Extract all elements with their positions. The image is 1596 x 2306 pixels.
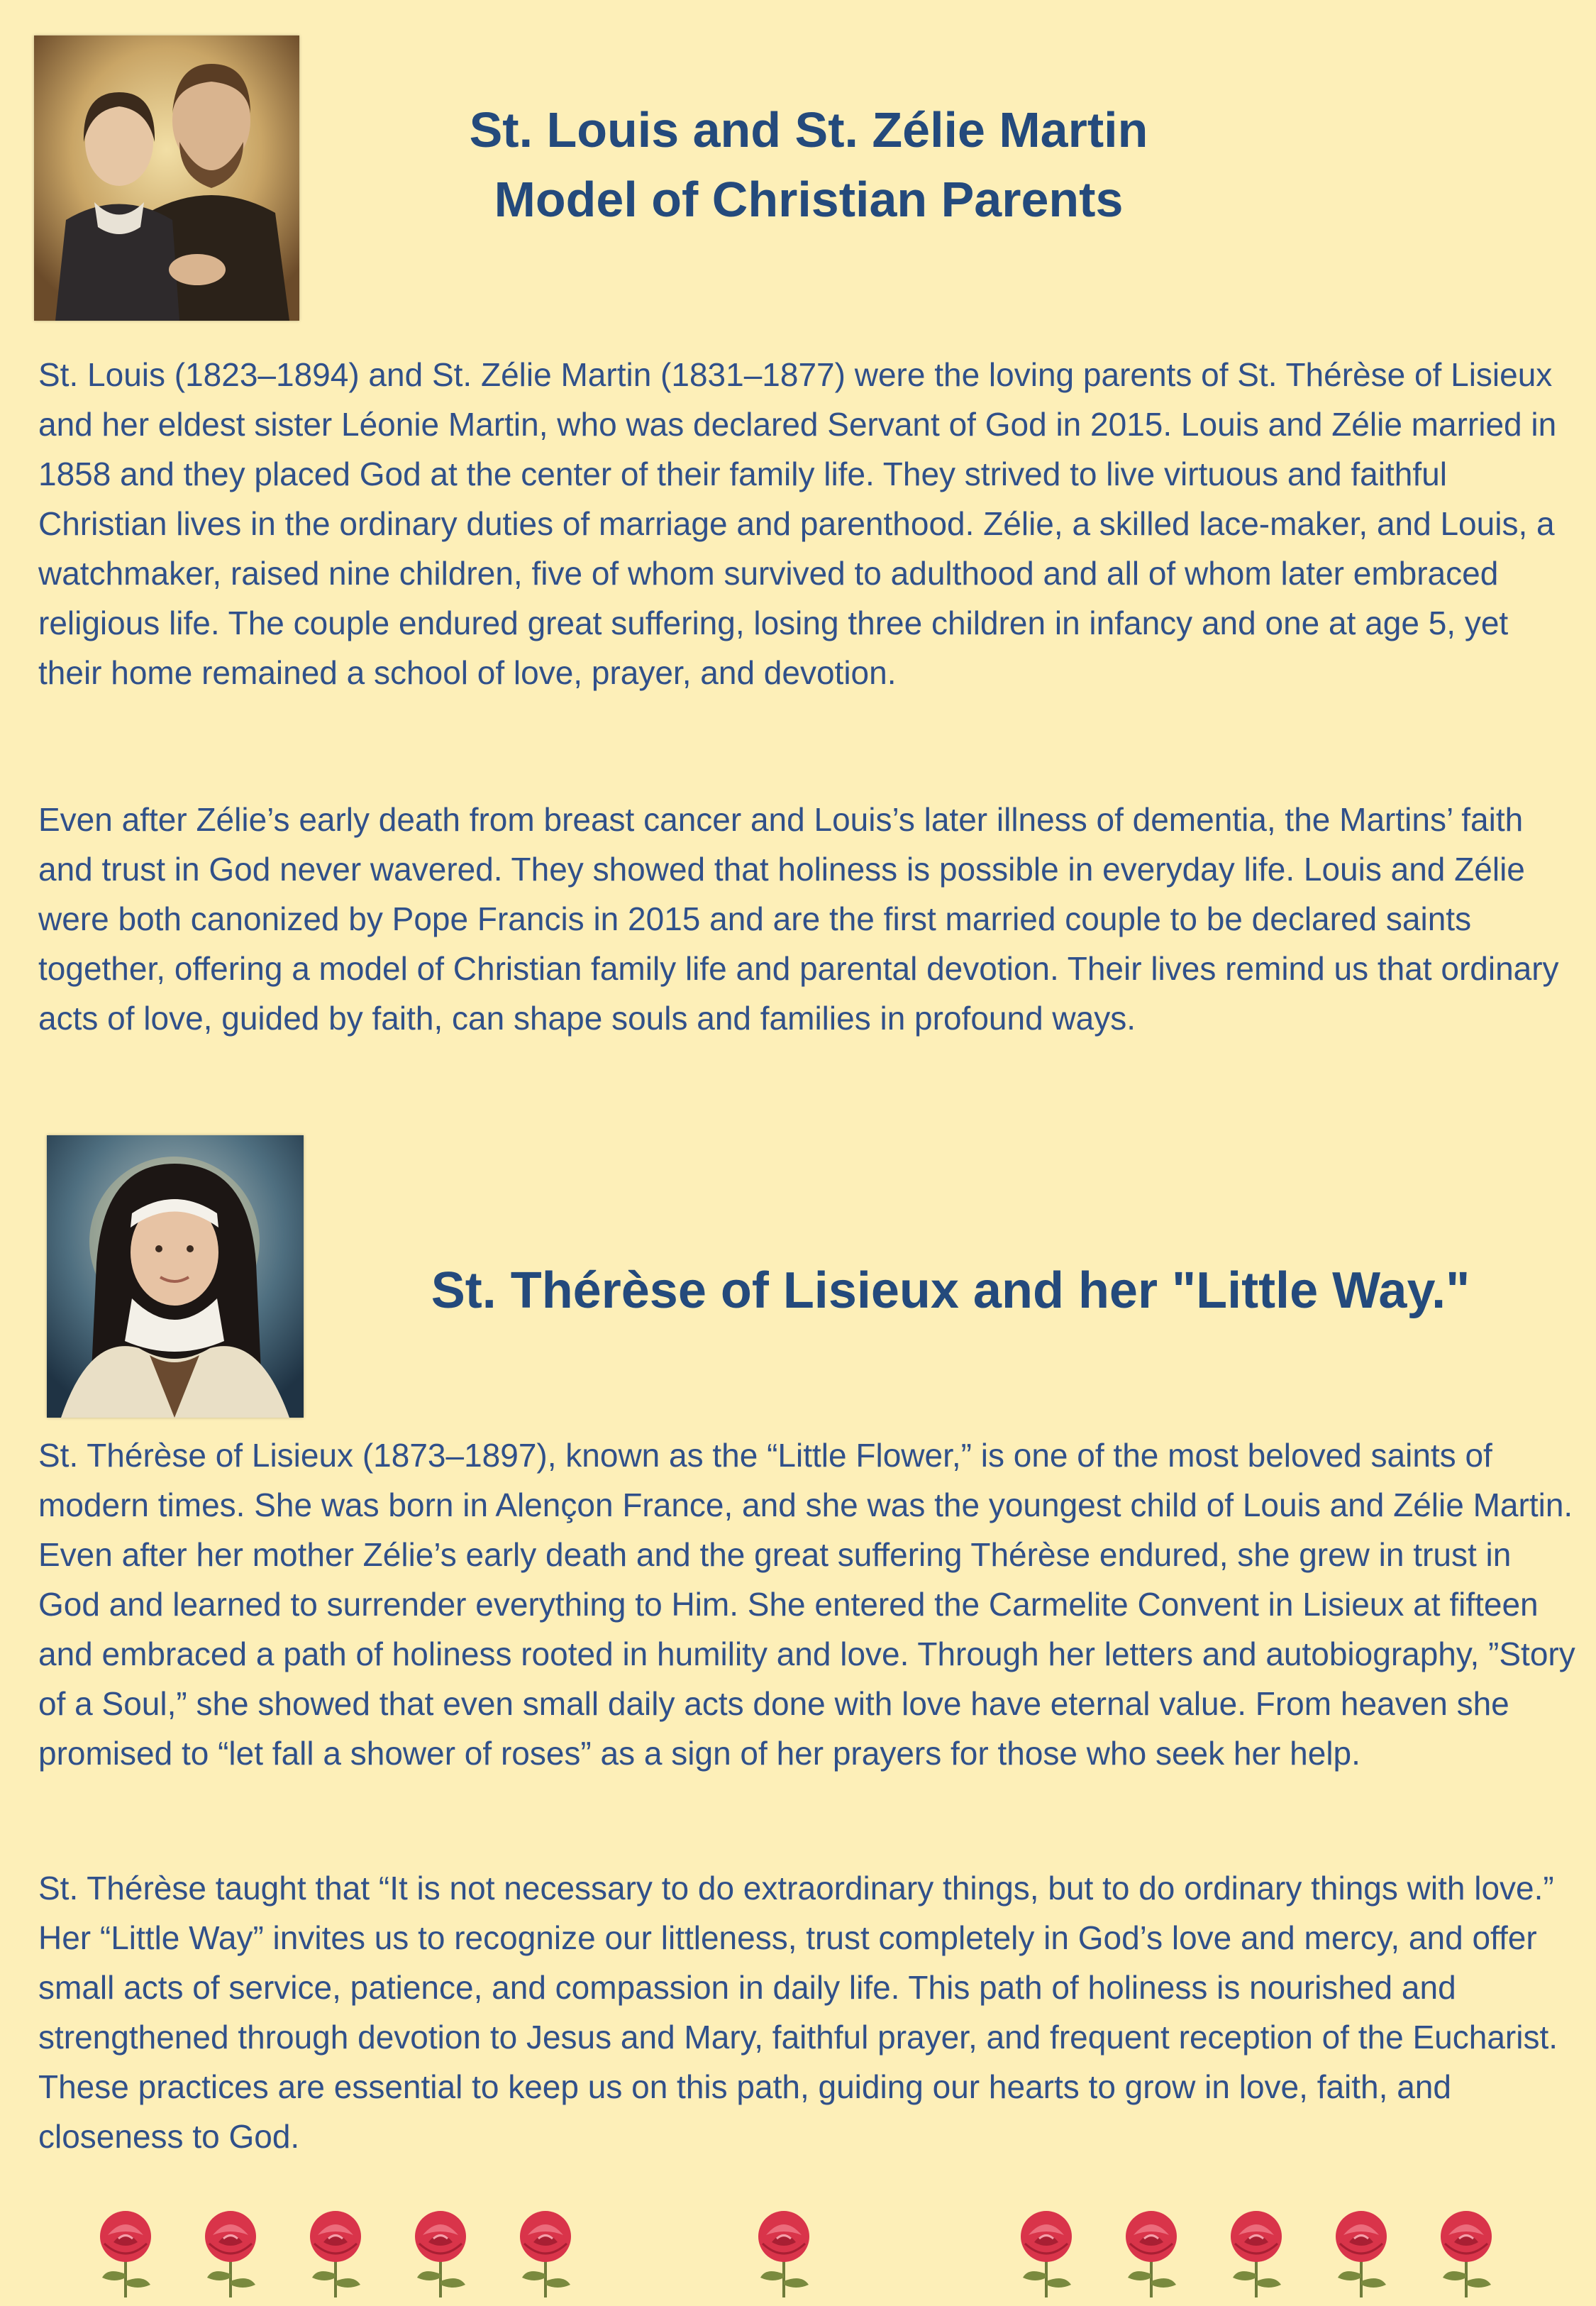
- rose-icon: [1427, 2207, 1505, 2299]
- rose-icon: [506, 2207, 584, 2299]
- rose-icon: [192, 2207, 270, 2299]
- paragraph-therese-2: St. Thérèse taught that “It is not necessary to do extraordinary things, but to do ordinary things with love.” Her “Little Way” invites us to recognize our littleness, trust completely in God’s love and mercy, and offer small acts of service, patience, and compassion in daily life. This path of holiness is nourished and strengthened through devotion to Jesus and Mary, faithful prayer, and frequent reception of the Eucharist. These practices are essential to keep us on this path, guiding our hearts to grow in love, faith, and closeness to God.: [38, 1870, 1558, 2155]
- rose-icon: [1112, 2207, 1190, 2299]
- therese-portrait-image: [47, 1135, 304, 1418]
- title-line-2: Model of Christian Parents: [494, 172, 1124, 227]
- paragraph-therese-1: St. Thérèse of Lisieux (1873–1897), known as the “Little Flower,” is one of the most beloved saints of modern times. She was born in Alençon France, and she was the youngest child of Louis and Zélie Martin. Even after her mother Zélie’s early death and the great suffering Thérèse endured, she grew in trust in God and learned to surrender everything to Him. She entered the Carmelite Convent in Lisieux at fifteen and embraced a path of holiness rooted in humility and love. Through her letters and autobiography, ”Story of a Soul,” she showed that even small daily acts done with love have eternal value. From heaven she promised to “let fall a shower of roses” as a sign of her prayers for those who seek her help.: [38, 1437, 1575, 1772]
- rose-icon: [401, 2207, 480, 2299]
- section-title-therese: St. Thérèse of Lisieux and her "Little Way.": [431, 1262, 1470, 1319]
- roses-row: [0, 2207, 1596, 2306]
- rose-icon: [1322, 2207, 1400, 2299]
- rose-icon: [1217, 2207, 1295, 2299]
- rose-icon: [1007, 2207, 1085, 2299]
- section-title-martins: [305, 95, 1312, 234]
- paragraph-martins-2: Even after Zélie’s early death from breast cancer and Louis’s later illness of dementia, the Martins’ faith and trust in God never wavered. They showed that holiness is possible in everyday life. Louis and Zélie were both canonized by Pope Francis in 2015 and are the first married couple to be declared saints together, offering a model of Christian family life and parental devotion. Their lives remind us that ordinary acts of love, guided by faith, can shape souls and families in profound ways.: [38, 801, 1559, 1037]
- rose-icon: [87, 2207, 165, 2299]
- rose-icon: [745, 2207, 823, 2299]
- paragraph-martins-1: St. Louis (1823–1894) and St. Zélie Martin (1831–1877) were the loving parents of St. Thérèse of Lisieux and her eldest sister Léonie Martin, who was declared Servant of God in 2015. Louis and Zélie married in 1858 and they placed God at the center of their family life. They strived to live virtuous and faithful Christian lives in the ordinary duties of marriage and parenthood. Zélie, a skilled lace-maker, and Louis, a watchmaker, raised nine children, five of whom survived to adulthood and all of whom later embraced religious life. The couple endured great suffering, losing three children in infancy and one at age 5, yet their home remained a school of love, prayer, and devotion.: [38, 356, 1557, 691]
- title-line-1: St. Louis and St. Zélie Martin: [469, 102, 1148, 158]
- rose-icon: [297, 2207, 375, 2299]
- martins-portrait-image: [34, 35, 299, 321]
